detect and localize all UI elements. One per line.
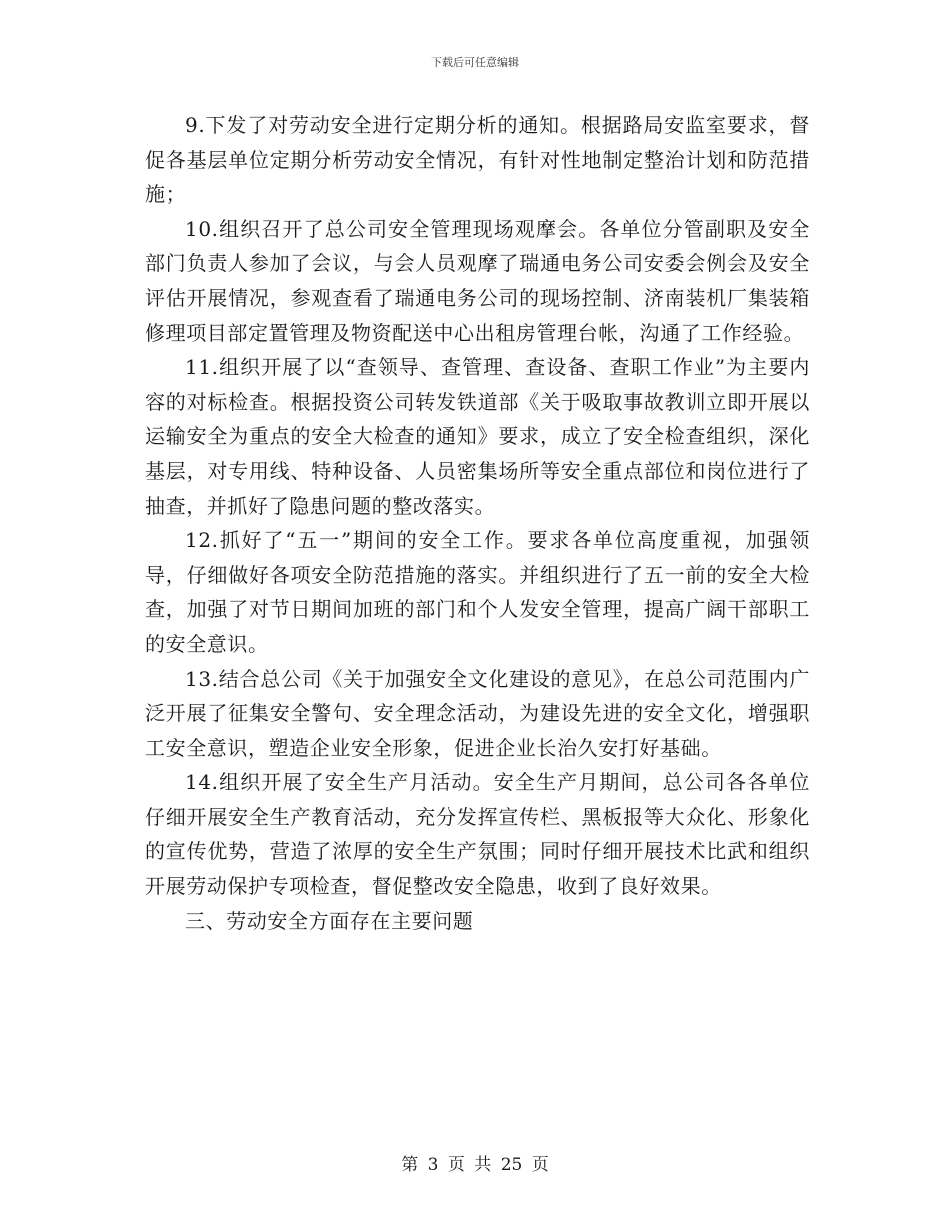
paragraph-item-13: 13.结合总公司《关于加强安全文化建设的意见》，在总公司范围内广泛开展了征集安全警句、安全理念活动，为建设先进的安全文化，增强职工安全意识，塑造企业安全形象，促进企业长治久安打好基础。 (145, 666, 810, 760)
paragraph-item-14: 14.组织开展了安全生产月活动。安全生产月期间，总公司各各单位仔细开展安全生产教育活动，充分发挥宣传栏、黑板报等大众化、形象化的宣传优势，营造了浓厚的安全生产氛围；同时仔细开展技术比武和组织开展劳动保护专项检查，督促整改安全隐患，收到了良好效果。 (145, 770, 810, 899)
paragraph-item-12: 12.抓好了“五一”期间的安全工作。要求各单位高度重视，加强领导，仔细做好各项安全防范措施的落实。并组织进行了五一前的安全大检查，加强了对节日期间加班的部门和个人发安全管理，提高广阔干部职工的安全意识。 (145, 528, 810, 656)
paragraph-item-11: 11.组织开展了以“查领导、查管理、查设备、查职工作业”为主要内容的对标检查。根据投资公司转发铁道部《关于吸取事故教训立即开展以运输安全为重点的安全大检查的通知》要求，成立了安全检查组织，深化基层，对专用线、特种设备、人员密集场所等安全重点部位和岗位进行了抽查，并抓好了隐患问题的整改落实。 (145, 355, 810, 518)
paragraph-item-9: 9.下发了对劳动安全进行定期分析的通知。根据路局安监室要求，督促各基层单位定期分析劳动安全情况，有针对性地制定整治计划和防范措施； (145, 113, 810, 207)
document-body (145, 108, 810, 938)
page-header: 下载后可任意编辑 (431, 56, 519, 69)
section-heading: 三、劳动安全方面存在主要问题 (185, 908, 474, 933)
paragraph-item-10: 10.组织召开了总公司安全管理现场观摩会。各单位分管副职及安全部门负责人参加了会议，与会人员观摩了瑞通电务公司安委会例会及安全评估开展情况，参观查看了瑞通电务公司的现场控制、济南装机厂集装箱修理项目部定置管理及物资配送中心出租房管理台帐，沟通了工作经验。 (145, 216, 810, 345)
page-number-footer: 第 3 页 共 25 页 (401, 1155, 549, 1175)
